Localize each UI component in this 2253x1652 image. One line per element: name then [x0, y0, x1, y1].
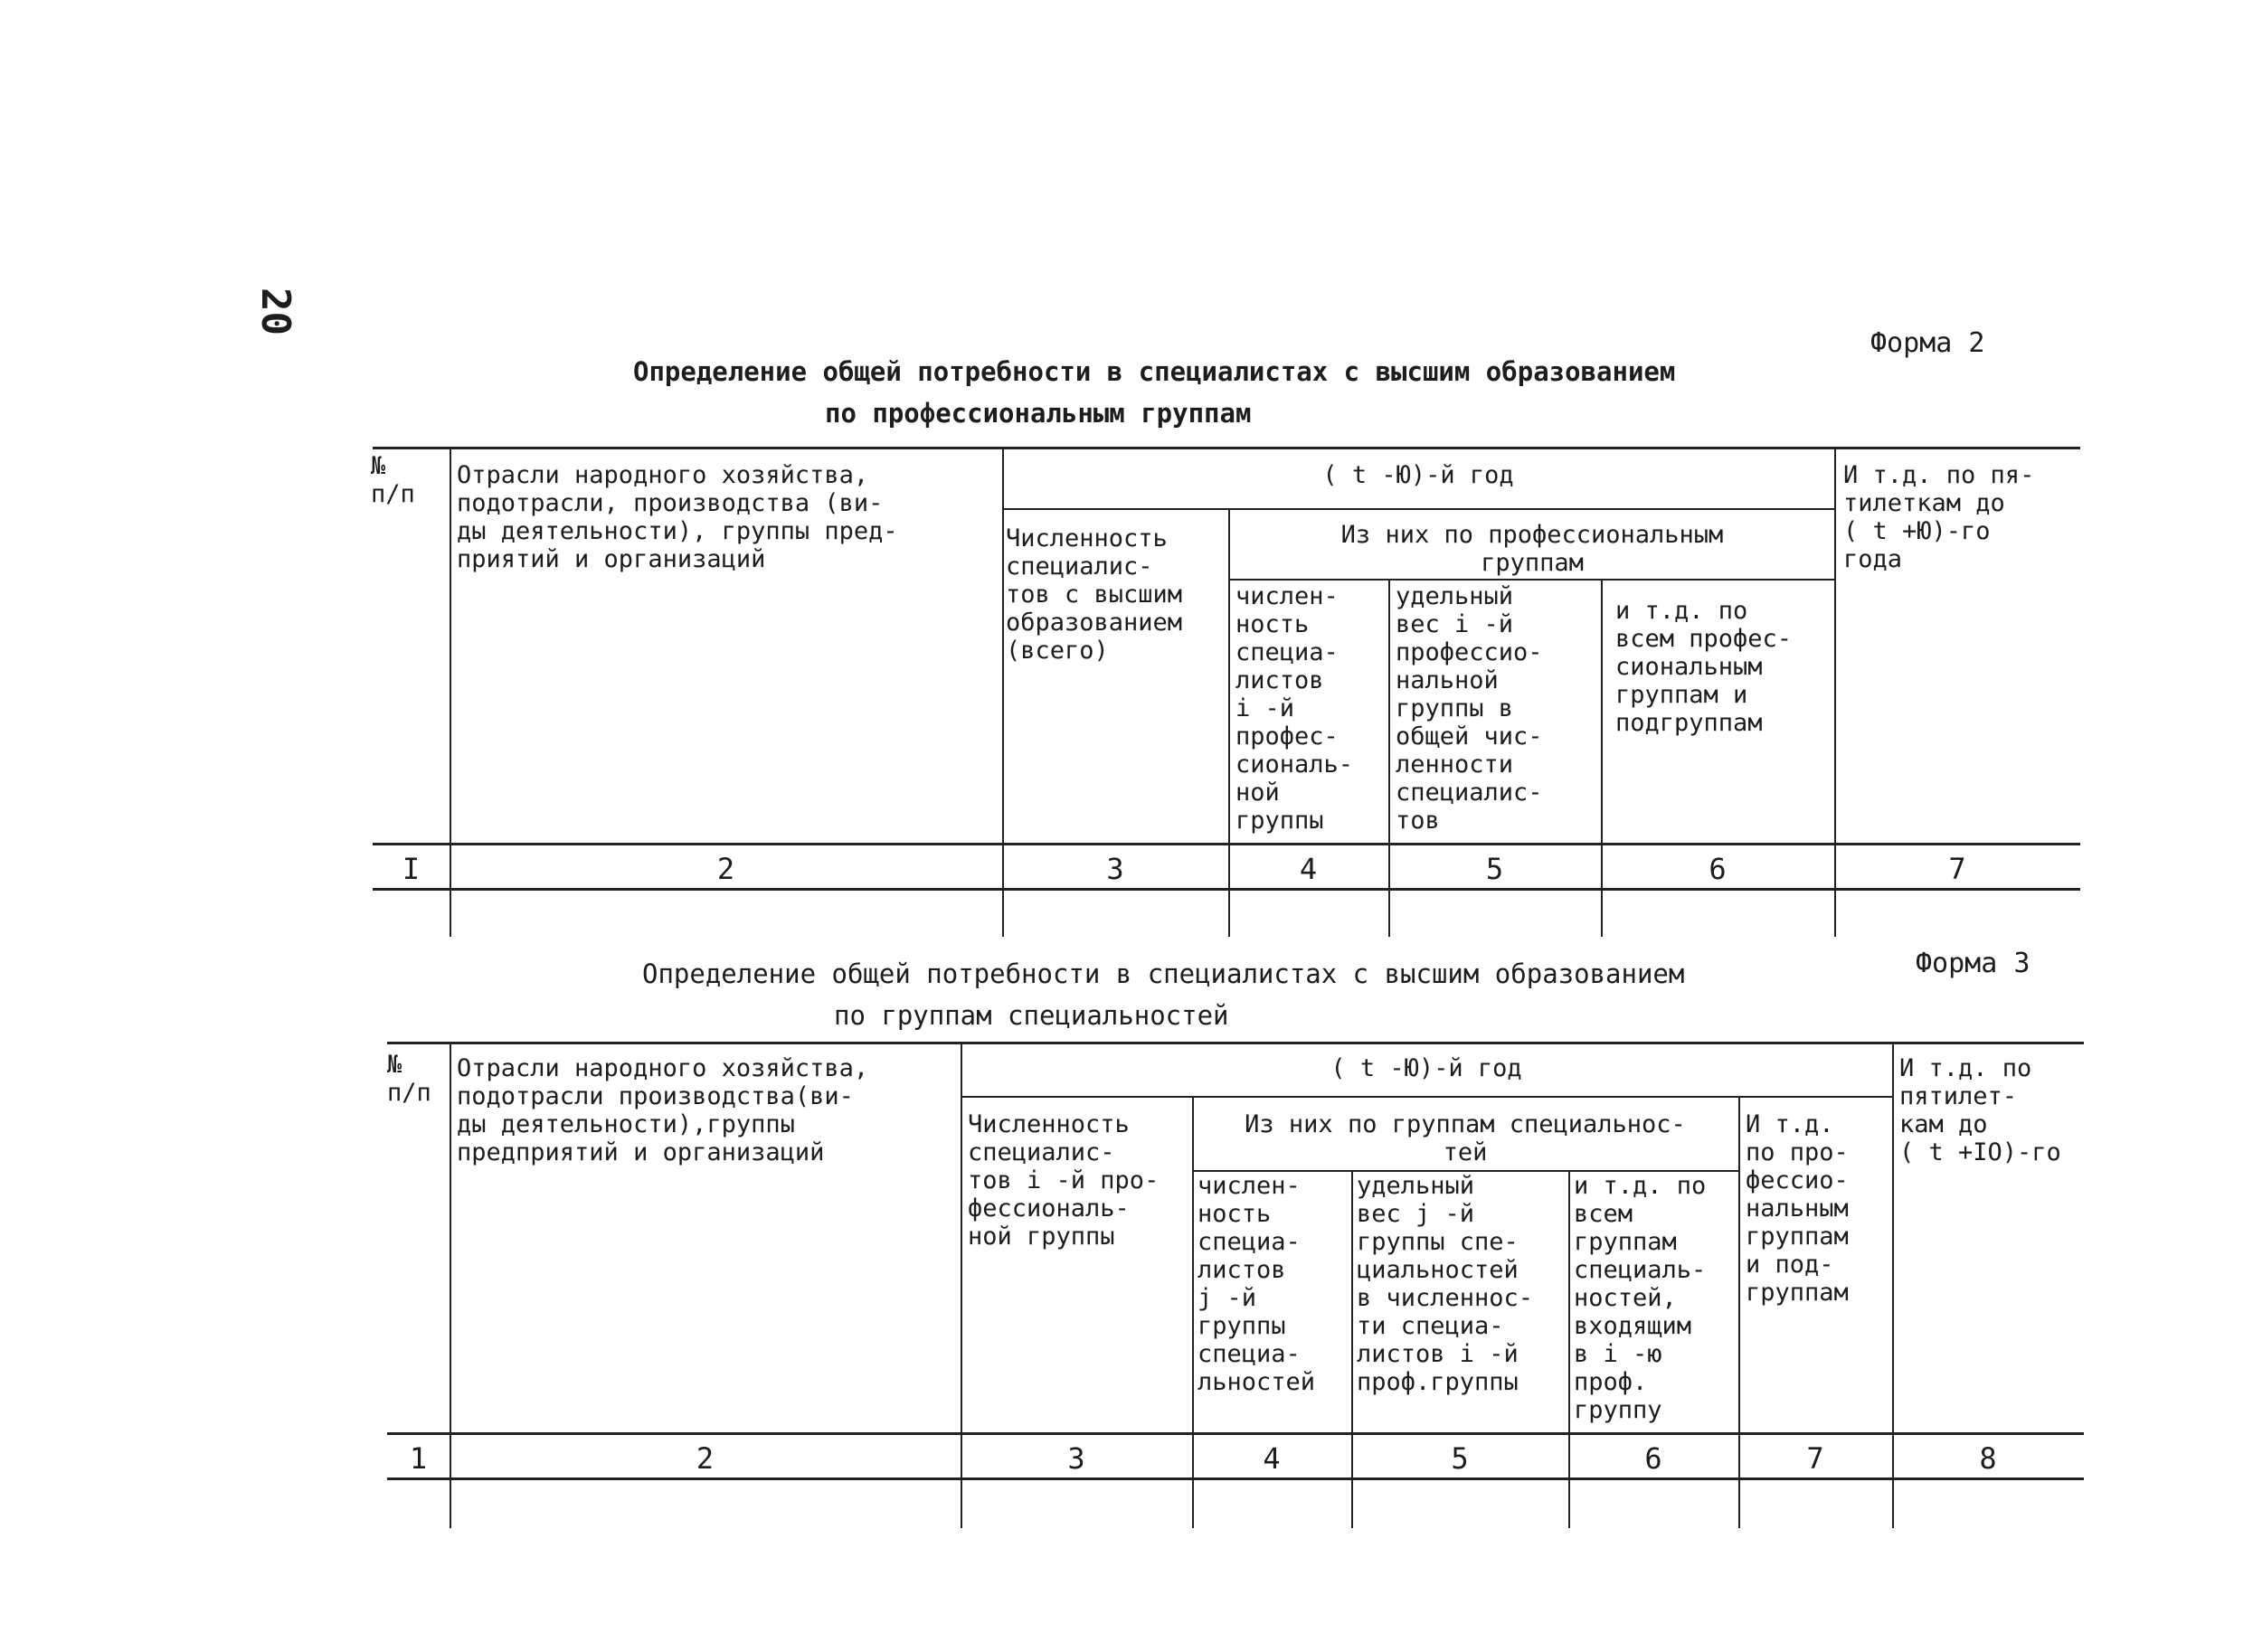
form3-colnum-3: 3 [1067, 1441, 1085, 1476]
form3-colnum-6: 6 [1644, 1441, 1662, 1476]
form2-colnum-4: 4 [1299, 852, 1318, 886]
form2-label: Форма 2 [1870, 327, 1985, 359]
form3-header-of-them: Из них по группам специальнос- тей [1245, 1110, 1686, 1166]
form2-header-branches: Отрасли народного хозяйства, подотрасли, производства (ви- ды деятельности), группы пред- приятий и организаций [457, 461, 898, 573]
form2-colnum-3: 3 [1106, 852, 1124, 886]
form3-label: Форма 3 [1916, 948, 2031, 979]
form2-header-no: № п/п [371, 452, 415, 508]
form3-header-etc: и т.д. по всем группам специаль- ностей, входящим в i -ю проф. группу [1574, 1172, 1707, 1424]
form3-header-count-j: числен- ность специа- листов j -й группы специа- льностей [1197, 1172, 1316, 1396]
form3-colnum-5: 5 [1451, 1441, 1469, 1476]
form2-title-line1: Определение общей потребности в специалистах с высшим образованием [633, 356, 1676, 387]
form3-colnum-2: 2 [696, 1441, 715, 1476]
form3-colnum-4: 4 [1263, 1441, 1281, 1476]
form3-header-year: ( t -Ю)-й год [1330, 1054, 1522, 1082]
form3-header-no: № п/п [387, 1051, 431, 1107]
form2-header-share-i: удельный вес i -й профессио- нальной группы в общей чис- ленности специалис- тов [1396, 582, 1543, 835]
form2-header-year: ( t -Ю)-й год [1322, 461, 1514, 489]
form3-header-share-j: удельный вес j -й группы спе- циальностей в численнос- ти специа- листов i -й проф.группы [1357, 1172, 1534, 1396]
form2-colnum-1: I [402, 852, 421, 886]
form2-header-continue-years: И т.д. по пя- тилеткам до ( t +Ю)-го года [1843, 461, 2035, 573]
form2-colnum-5: 5 [1485, 852, 1504, 886]
form3-header-branches: Отрасли народного хозяйства, подотрасли производства(ви- ды деятельности),группы предприятий и организаций [457, 1054, 869, 1166]
form2-header-etc: и т.д. по всем профес- сиональным группам и подгруппам [1615, 597, 1793, 737]
form2-header-total-specialists: Численность специалис- тов с высшим образованием (всего) [1006, 524, 1183, 665]
form3-colnum-8: 8 [1979, 1441, 1997, 1476]
form2-title-line2: по профессиональным группам [825, 398, 1252, 429]
form2-colnum-7: 7 [1948, 852, 1966, 886]
form3-header-total-specialists: Численность специалис- тов i -й про- фессиональ- ной группы [968, 1110, 1160, 1251]
form2-header-of-them: Из них по профессиональным группам [1340, 521, 1724, 577]
form2-colnum-6: 6 [1709, 852, 1727, 886]
form3-title-line1: Определение общей потребности в специалистах с высшим образованием [642, 958, 1685, 989]
form3-colnum-7: 7 [1806, 1441, 1824, 1476]
form3-colnum-1: 1 [409, 1441, 428, 1476]
page-number: 20 [252, 288, 298, 335]
form3-header-continue-years: И т.д. по пятилет- кам до ( t +IO)-го [1899, 1054, 2061, 1166]
form3-title-line2: по группам специальностей [834, 1000, 1229, 1031]
form2-header-count-i: числен- ность специа- листов i -й профес- сиональ- ной группы [1235, 582, 1354, 835]
form2-colnum-2: 2 [716, 852, 735, 886]
form3-header-etc-prof: И т.д. по про- фессио- нальным группам и под- группам [1746, 1110, 1849, 1307]
